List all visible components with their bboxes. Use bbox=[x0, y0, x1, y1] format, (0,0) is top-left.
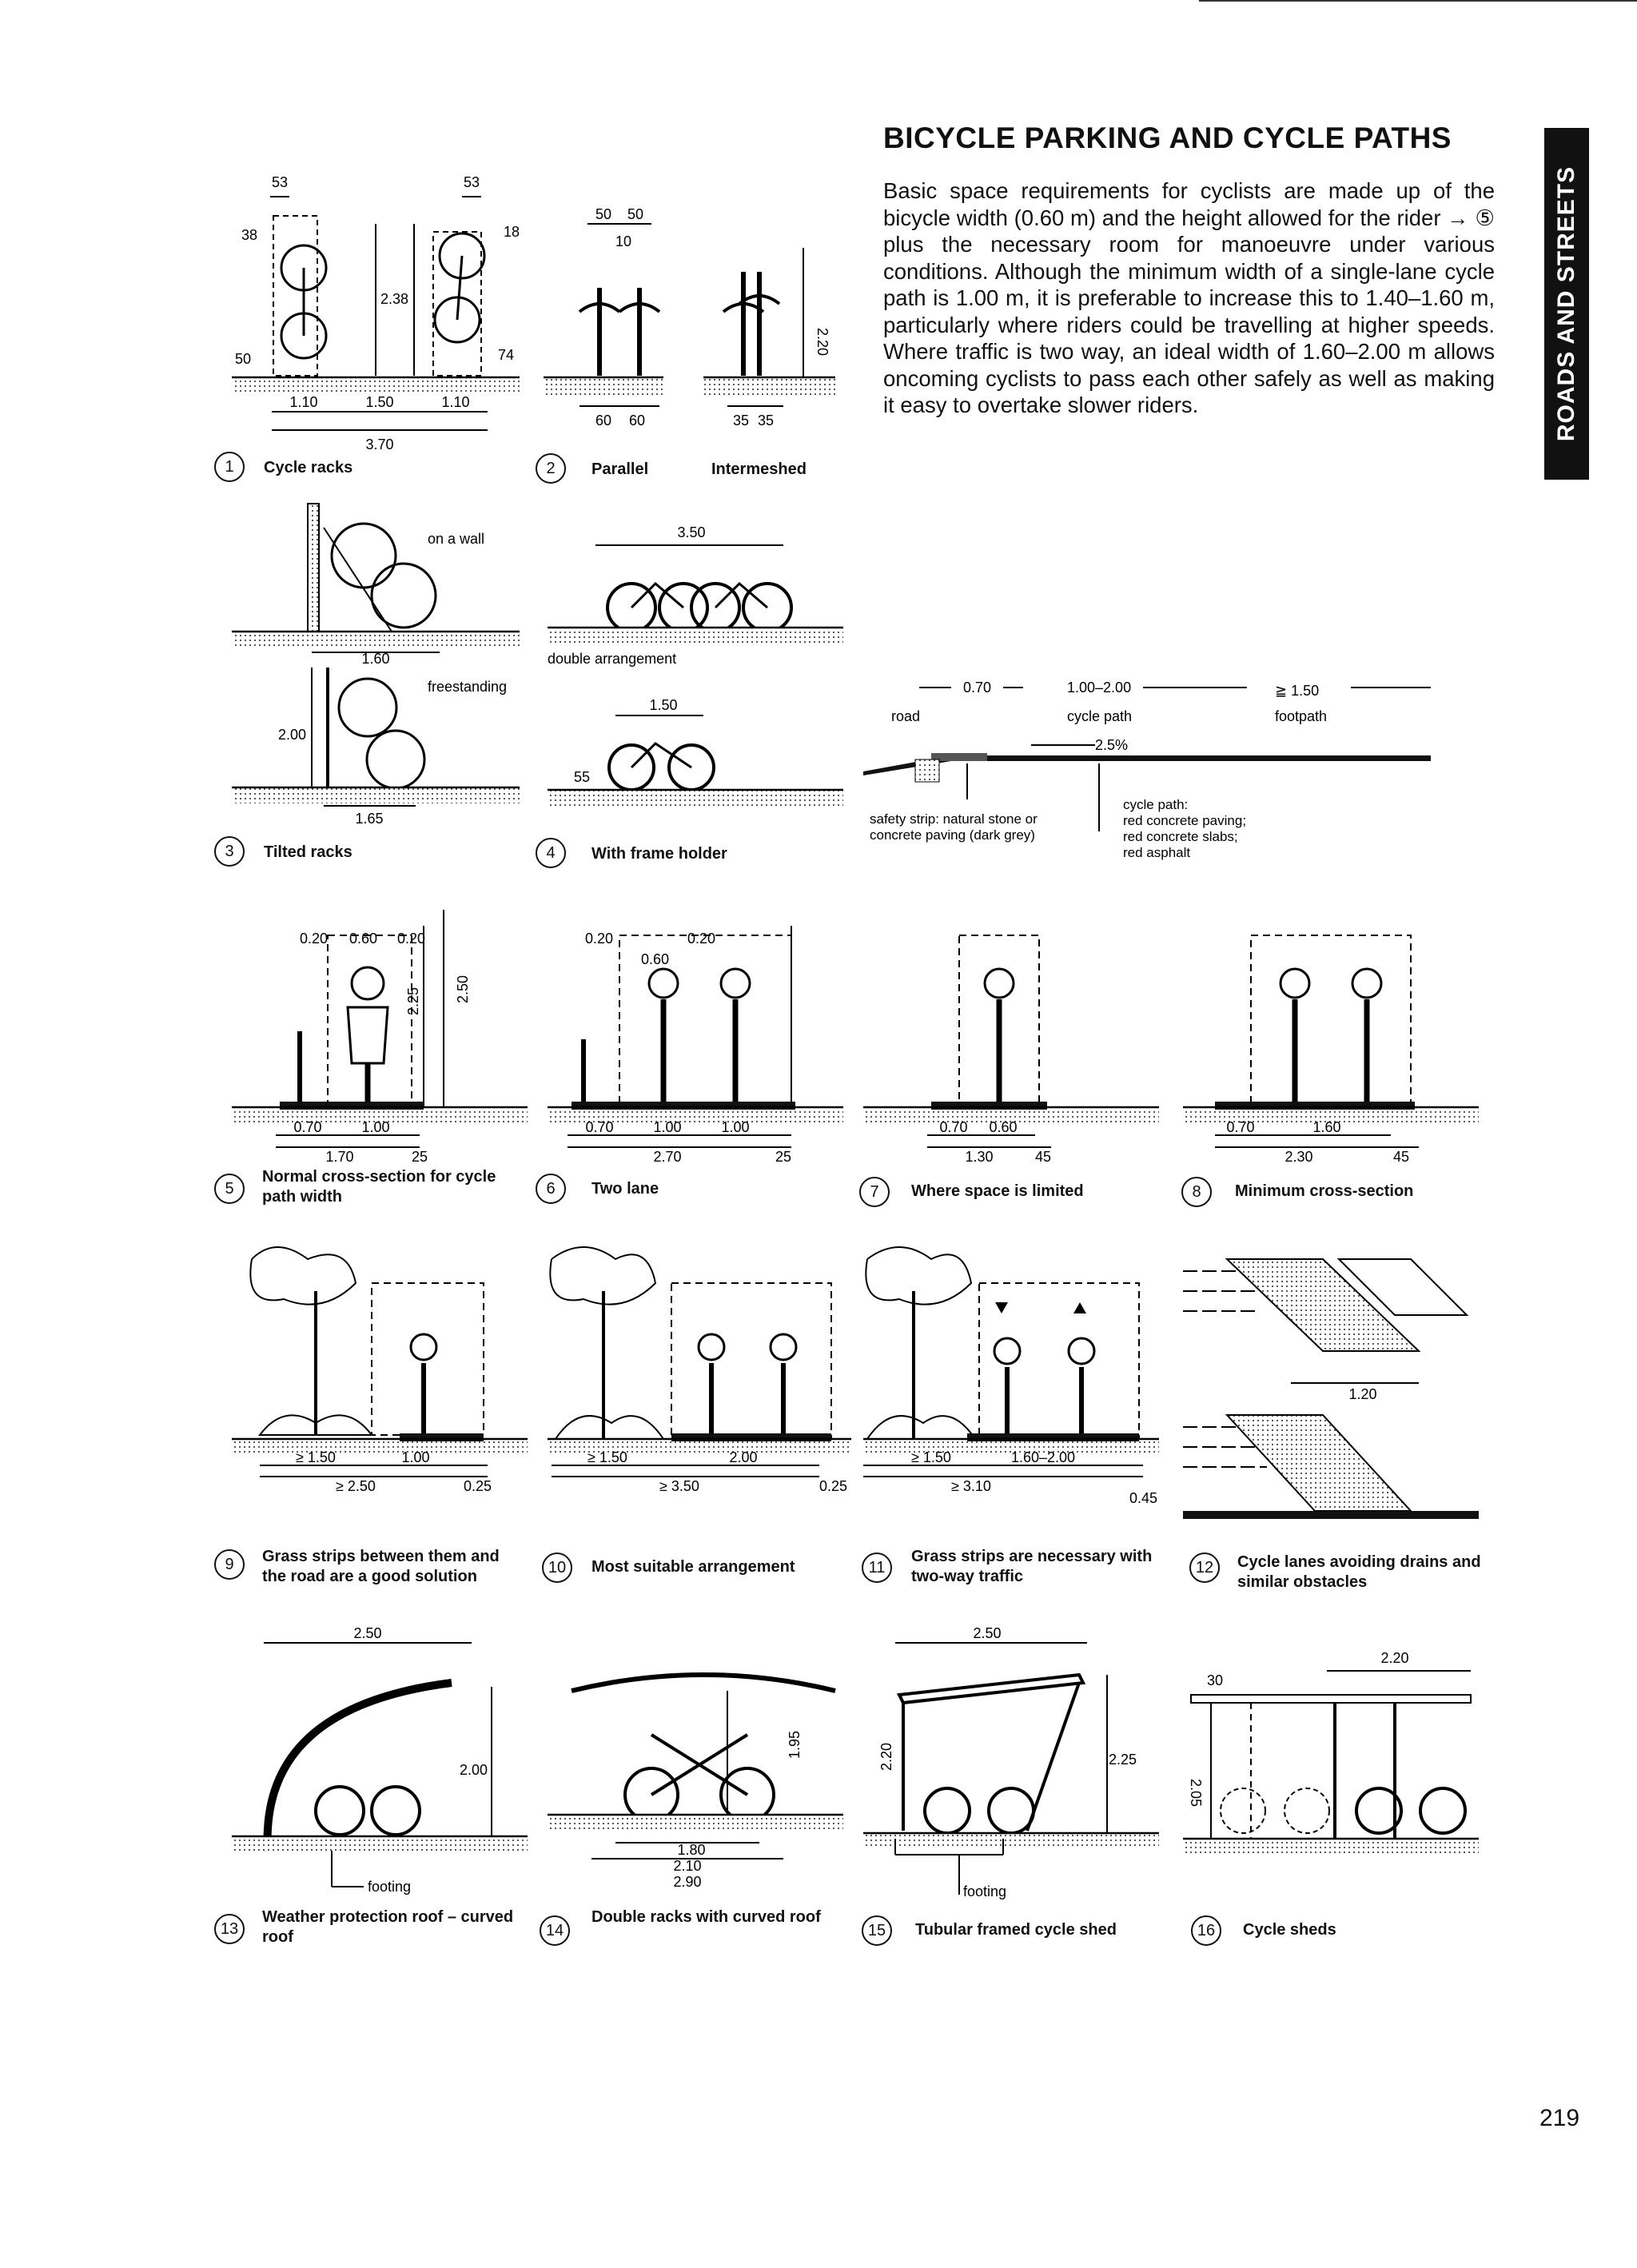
figure-14-double-racks bbox=[544, 1663, 847, 1919]
figure-1-caption: Cycle racks bbox=[264, 459, 353, 476]
path-dim-1: 0.70 bbox=[963, 680, 992, 696]
dim-6h: 25 bbox=[775, 1149, 792, 1165]
dim-1i: 1.50 bbox=[365, 394, 394, 410]
figure-13-number: 13 bbox=[214, 1914, 245, 1944]
figure-14-caption: Double racks with curved roof bbox=[591, 1908, 821, 1926]
dim-9b: 1.00 bbox=[401, 1449, 430, 1465]
dim-2c: 10 bbox=[615, 233, 632, 249]
dim-11d: 0.45 bbox=[1129, 1490, 1158, 1506]
figure-16-cycle-sheds bbox=[1179, 1639, 1483, 1903]
dim-6d: 0.70 bbox=[585, 1119, 614, 1135]
figure-15-caption: Tubular framed cycle shed bbox=[915, 1921, 1117, 1939]
dim-7c: 1.30 bbox=[965, 1149, 994, 1165]
side-tab-label: ROADS AND STREETS bbox=[1553, 165, 1579, 442]
dim-5f: 0.70 bbox=[293, 1119, 322, 1135]
dim-3d: 2.00 bbox=[278, 727, 307, 743]
figure-9-caption: Grass strips between them and the road are a good solution bbox=[262, 1548, 500, 1585]
figure-4-caption: With frame holder bbox=[591, 845, 727, 863]
dim-1a: 53 bbox=[271, 174, 289, 190]
path-cycle-label: cycle path bbox=[1067, 708, 1133, 724]
dim-1f: 50 bbox=[235, 351, 252, 367]
dim-14b: 1.80 bbox=[677, 1842, 706, 1858]
dim-6e: 1.00 bbox=[653, 1119, 682, 1135]
dim-5a: 0.20 bbox=[300, 931, 329, 947]
figure-2-caption-2: Intermeshed bbox=[711, 460, 807, 478]
dim-1d: 18 bbox=[504, 224, 520, 240]
dim-6c: 0.60 bbox=[641, 951, 670, 967]
dim-5h: 1.70 bbox=[325, 1149, 354, 1165]
dim-13c: footing bbox=[368, 1879, 412, 1895]
dim-8b: 1.60 bbox=[1312, 1119, 1341, 1135]
figure-8-number: 8 bbox=[1181, 1177, 1212, 1207]
dim-7a: 0.70 bbox=[939, 1119, 968, 1135]
figure-5-caption: Normal cross-section for cycle path width bbox=[262, 1168, 496, 1206]
figure-13-curved-roof bbox=[228, 1627, 532, 1899]
dim-13a: 2.50 bbox=[353, 1625, 382, 1641]
figure-3-tilted-racks bbox=[224, 504, 528, 831]
dim-8a: 0.70 bbox=[1226, 1119, 1255, 1135]
dim-3e: 1.65 bbox=[355, 811, 384, 827]
figure-11-two-way-grass bbox=[859, 1243, 1163, 1539]
dim-1h: 1.10 bbox=[289, 394, 318, 410]
dim-5e: 2.50 bbox=[455, 975, 471, 1003]
dim-14a: 1.95 bbox=[787, 1730, 803, 1759]
dim-11a: ≥ 1.50 bbox=[911, 1449, 951, 1465]
dim-2f: 60 bbox=[628, 413, 646, 428]
page-number: 219 bbox=[1539, 2105, 1580, 2131]
figure-14-number: 14 bbox=[540, 1915, 570, 1946]
figure-7-number: 7 bbox=[859, 1177, 890, 1207]
dim-3b: 1.60 bbox=[361, 651, 390, 667]
path-dim-2: 1.00–2.00 bbox=[1067, 680, 1132, 696]
dim-1k: 3.70 bbox=[365, 436, 394, 452]
dim-4c: 1.50 bbox=[649, 697, 678, 713]
dim-1b: 53 bbox=[463, 174, 480, 190]
dim-6a: 0.20 bbox=[585, 931, 614, 947]
figure-4-frame-holder bbox=[544, 520, 847, 823]
figure-6-two-lane bbox=[544, 903, 847, 1175]
dim-9d: 0.25 bbox=[464, 1478, 492, 1494]
dim-8c: 2.30 bbox=[1285, 1149, 1313, 1165]
figure-7-space-limited bbox=[859, 903, 1163, 1175]
dim-10c: ≥ 3.50 bbox=[659, 1478, 699, 1494]
figure-12-avoiding-drains bbox=[1179, 1255, 1483, 1527]
figure-4-number: 4 bbox=[536, 838, 566, 868]
figure-10-number: 10 bbox=[542, 1553, 572, 1583]
figure-5-cross-section bbox=[228, 903, 532, 1191]
figure-7-caption: Where space is limited bbox=[911, 1182, 1084, 1200]
figure-9-number: 9 bbox=[214, 1549, 245, 1580]
dim-15c: 2.20 bbox=[878, 1742, 894, 1771]
dim-2e: 60 bbox=[595, 413, 612, 428]
figure-10-caption: Most suitable arrangement bbox=[591, 1558, 795, 1576]
figure-8-minimum-section bbox=[1179, 903, 1483, 1175]
figure-11-number: 11 bbox=[862, 1553, 892, 1583]
dim-4a: 3.50 bbox=[677, 524, 706, 540]
dim-15d: footing bbox=[963, 1883, 1007, 1899]
section-side-tab bbox=[1544, 128, 1589, 480]
dim-2d: 2.20 bbox=[815, 328, 830, 357]
figure-1-number: 1 bbox=[214, 452, 245, 482]
dim-6b: 0.20 bbox=[687, 931, 716, 947]
figure-10-suitable-arrangement bbox=[544, 1243, 855, 1539]
dim-10b: 2.00 bbox=[729, 1449, 758, 1465]
figure-3-caption: Tilted racks bbox=[264, 843, 352, 861]
dim-10d: 0.25 bbox=[819, 1478, 848, 1494]
figure-13-caption: Weather protection roof – curved roof bbox=[262, 1908, 514, 1946]
dim-16c: 2.05 bbox=[1188, 1779, 1204, 1808]
dim-1g: 74 bbox=[498, 347, 515, 363]
dim-1c: 38 bbox=[241, 227, 258, 243]
dim-8d: 45 bbox=[1393, 1149, 1410, 1165]
figure-6-caption: Two lane bbox=[591, 1180, 659, 1198]
figure-8-caption: Minimum cross-section bbox=[1235, 1182, 1414, 1200]
figure-9-grass-strip bbox=[228, 1243, 532, 1539]
figure-1-cycle-racks bbox=[224, 168, 528, 456]
dim-16b: 30 bbox=[1207, 1672, 1224, 1688]
figure-6-number: 6 bbox=[536, 1174, 566, 1204]
dim-11c: ≥ 3.10 bbox=[951, 1478, 991, 1494]
path-road-label: road bbox=[891, 708, 921, 724]
figure-15-number: 15 bbox=[862, 1915, 892, 1946]
dim-2b: 50 bbox=[627, 206, 644, 222]
dim-9c: ≥ 2.50 bbox=[336, 1478, 376, 1494]
dim-4b: double arrangement bbox=[548, 651, 677, 667]
figure-12-caption: Cycle lanes avoiding drains and similar obstacles bbox=[1237, 1553, 1481, 1591]
dim-3c: freestanding bbox=[428, 679, 508, 695]
dim-5i: 25 bbox=[412, 1149, 428, 1165]
dim-15a: 2.50 bbox=[973, 1625, 1002, 1641]
dim-7d: 45 bbox=[1035, 1149, 1052, 1165]
top-rule bbox=[1199, 0, 1637, 2]
dim-3a: on a wall bbox=[428, 531, 485, 547]
figure-2-caption: Parallel bbox=[591, 460, 649, 478]
dim-11b: 1.60–2.00 bbox=[1010, 1449, 1076, 1465]
figure-11-caption: Grass strips are necessary with two-way traffic bbox=[911, 1548, 1153, 1585]
path-dim-3: ≧ 1.50 bbox=[1275, 683, 1320, 699]
dim-10a: ≥ 1.50 bbox=[587, 1449, 627, 1465]
path-foot-label: footpath bbox=[1275, 708, 1328, 724]
dim-14c: 2.10 bbox=[673, 1858, 702, 1874]
path-slope: 2.5% bbox=[1095, 737, 1129, 753]
dim-4d: 55 bbox=[574, 769, 591, 785]
dim-13b: 2.00 bbox=[460, 1762, 488, 1778]
dim-9a: ≥ 1.50 bbox=[296, 1449, 336, 1465]
figure-2-number: 2 bbox=[536, 453, 566, 484]
dim-2a: 50 bbox=[595, 206, 612, 222]
figure-16-caption: Cycle sheds bbox=[1243, 1921, 1336, 1939]
cycle-path-cross-section bbox=[855, 672, 1495, 863]
path-surface-note: cycle path: red concrete paving; red concrete slabs; red asphalt bbox=[1123, 797, 1247, 860]
dim-14d: 2.90 bbox=[673, 1874, 702, 1890]
page-title: BICYCLE PARKING AND CYCLE PATHS bbox=[883, 122, 1452, 154]
dim-5g: 1.00 bbox=[361, 1119, 390, 1135]
dim-1e: 2.38 bbox=[380, 291, 409, 307]
path-strip-note: safety strip: natural stone or concrete paving (dark grey) bbox=[870, 811, 1038, 843]
figure-15-tubular-shed bbox=[859, 1627, 1163, 1899]
intro-paragraph: Basic space requirements for cyclists are made up of the bicycle width (0.60 m) and the height allowed for the rider → ⑤ plus the necessary room for manoeuvre under various conditions. Although the minimum width of a single-lane cycle path is 1.00 m, it is preferable to increase this to 1.40–1.60 m, particularly where riders could be travelling at higher speeds. Where traffic is two way, an ideal width of 1.60–2.00 m allows oncoming cyclists to pass each other safely as well as making it easy to overtake slower riders. bbox=[883, 178, 1495, 417]
dim-6g: 2.70 bbox=[653, 1149, 682, 1165]
dim-2g: 35 bbox=[732, 413, 750, 428]
dim-15b: 2.25 bbox=[1109, 1752, 1137, 1768]
dim-5b: 0.60 bbox=[349, 931, 378, 947]
dim-5c: 0.20 bbox=[397, 931, 426, 947]
dim-2h: 35 bbox=[757, 413, 775, 428]
figure-3-number: 3 bbox=[214, 836, 245, 867]
dim-12a: 1.20 bbox=[1348, 1386, 1377, 1402]
figure-5-number: 5 bbox=[214, 1174, 245, 1204]
dim-7b: 0.60 bbox=[989, 1119, 1018, 1135]
figure-2-parallel-intermeshed bbox=[540, 200, 843, 440]
figure-16-number: 16 bbox=[1191, 1915, 1221, 1946]
dim-6f: 1.00 bbox=[721, 1119, 750, 1135]
dim-1j: 1.10 bbox=[441, 394, 470, 410]
figure-12-number: 12 bbox=[1189, 1553, 1220, 1583]
dim-5d: 2.25 bbox=[405, 987, 421, 1015]
dim-16a: 2.20 bbox=[1380, 1650, 1409, 1666]
